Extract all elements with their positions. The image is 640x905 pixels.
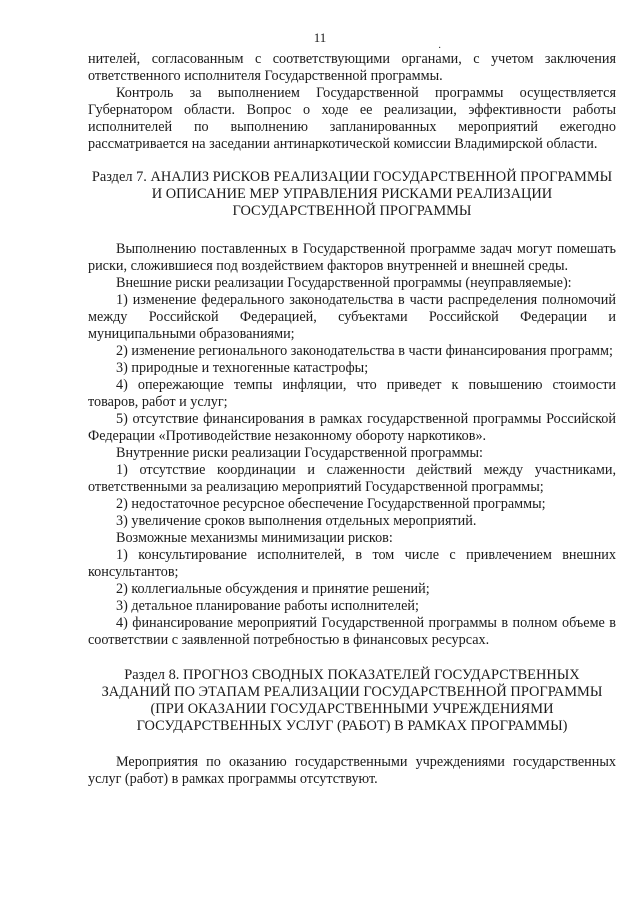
section-8-text: Мероприятия по оказанию государственными учреждениями государственных услуг (работ) в рамках программы отсутствуют.	[88, 754, 616, 787]
scan-dot: ·	[438, 43, 442, 54]
list-item: 4) опережающие темпы инфляции, что приведет к повышению стоимости товаров, работ и услуг;	[88, 377, 616, 410]
internal-risks-heading: Внутренние риски реализации Государственной программы:	[116, 445, 484, 461]
document-body	[88, 51, 616, 788]
list-item: 5) отсутствие финансирования в рамках государственной программы Российской Федерации «Противодействие незаконному обороту наркотиков».	[88, 411, 616, 444]
list-item: 2) коллегиальные обсуждения и принятие решений;	[116, 581, 430, 597]
paragraph-continuation: нителей, согласованным с соответствующими органами, с учетом заключения ответственного исполнителя Государственной программы.	[88, 51, 616, 84]
list-item: 1) изменение федерального законодательства в части распределения полномочий между Российской Федерацией, субъектами Российской Федерации и муниципальными образованиями;	[88, 292, 616, 342]
paragraph-control: Контроль за выполнением Государственной программы осуществляется Губернатором области. Вопрос о ходе ее реализации, эффективности работы исполнителей по выполнению запланированных мероприятий ежегодно рассматривается на заседании антинаркотической комиссии Владимирской области.	[88, 85, 616, 152]
page-number: 11	[313, 30, 327, 45]
list-item: 2) недостаточное ресурсное обеспечение Государственной программы;	[116, 496, 546, 512]
list-item: 4) финансирование мероприятий Государственной программы в полном объеме в соответствии с заявленной потребностью в финансовых ресурсах.	[88, 615, 616, 648]
list-item: 3) увеличение сроков выполнения отдельных мероприятий.	[116, 513, 477, 529]
section-7-title: Раздел 7. АНАЛИЗ РИСКОВ РЕАЛИЗАЦИИ ГОСУДАРСТВЕННОЙ ПРОГРАММЫ И ОПИСАНИЕ МЕР УПРАВЛЕНИЯ РИСКАМИ РЕАЛИЗАЦИИ ГОСУДАРСТВЕННОЙ ПРОГРАММЫ	[91, 169, 613, 219]
external-risks-heading: Внешние риски реализации Государственной программы (неуправляемые):	[116, 275, 572, 291]
mitigation-heading: Возможные механизмы минимизации рисков:	[116, 530, 393, 546]
list-item: 2) изменение регионального законодательства в части финансирования программ;	[116, 343, 613, 359]
section-7-intro: Выполнению поставленных в Государственной программе задач могут помешать риски, сложившиеся под воздействием факторов внутренней и внешней среды.	[88, 241, 616, 274]
list-item: 1) консультирование исполнителей, в том числе с привлечением внешних консультантов;	[88, 547, 616, 580]
section-8-title: Раздел 8. ПРОГНОЗ СВОДНЫХ ПОКАЗАТЕЛЕЙ ГОСУДАРСТВЕННЫХ ЗАДАНИЙ ПО ЭТАПАМ РЕАЛИЗАЦИИ ГОСУДАРСТВЕННОЙ ПРОГРАММЫ (ПРИ ОКАЗАНИИ ГОСУДАРСТВЕННЫМИ УЧРЕЖДЕНИЯМИ ГОСУДАРСТВЕННЫХ УСЛУГ (РАБОТ) В РАМКАХ ПРОГРАММЫ)	[101, 667, 603, 734]
list-item: 3) детальное планирование работы исполнителей;	[116, 598, 419, 614]
list-item: 3) природные и техногенные катастрофы;	[116, 360, 369, 376]
list-item: 1) отсутствие координации и слаженности действий между участниками, ответственными за реализацию мероприятий Государственной программы;	[88, 462, 616, 495]
